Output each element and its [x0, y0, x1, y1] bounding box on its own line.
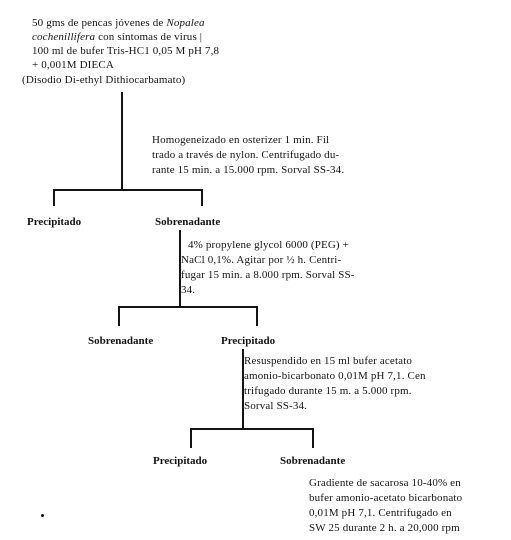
step3-line-3: trifugado durante 15 m. a 5.000 rpm. — [244, 385, 412, 397]
start-line-1b-species: Nopalea — [166, 17, 205, 29]
split1-right-drop — [201, 189, 203, 206]
split1-bar — [53, 189, 203, 191]
step1-line-2: trado a través de nylon. Centrifugado du- — [152, 149, 340, 161]
split3-left-drop — [190, 428, 192, 448]
step2-line-4: 34. — [181, 284, 196, 296]
start-line-2 — [32, 30, 202, 45]
split3-bar — [190, 428, 314, 430]
trunk-line-1 — [121, 92, 123, 190]
start-line-2b: con síntomas de virus | — [95, 31, 203, 43]
start-line-4: + 0,001M DIECA — [32, 59, 114, 71]
split2-right-label: Precipitado — [221, 335, 276, 347]
step2-line-2: NaCl 0,1%. Agitar por ½ h. Centri- — [181, 254, 342, 266]
step3-line-4: Sorval SS-34. — [244, 400, 308, 412]
split2-left-drop — [118, 306, 120, 326]
start-line-2a-species: cochenillifera — [32, 31, 96, 43]
split1-right-label: Sobrenadante — [155, 216, 221, 228]
step3-line-2: amonio-bicarbonato 0,01M pH 7,1. Cen — [244, 370, 426, 382]
split2-right-drop — [256, 306, 258, 326]
split2-bar — [118, 306, 258, 308]
step1-line-3: rante 15 min. a 15.000 rpm. Sorval SS-34. — [152, 164, 345, 176]
start-line-1a: 50 gms de pencas jóvenes de — [32, 17, 167, 29]
step2-line-3: fugar 15 min. a 8.000 rpm. Sorval SS- — [181, 269, 355, 281]
step4-line-4: SW 25 durante 2 h. a 20,000 rpm — [309, 522, 460, 534]
split1-left-label: Precipitado — [27, 216, 82, 228]
split3-right-drop — [312, 428, 314, 448]
start-line-5: (Disodio Di-ethyl Dithiocarbamato) — [22, 74, 186, 86]
split3-right-label: Sobrenadante — [280, 455, 346, 467]
step3-line-1: Resuspendido en 15 ml bufer acetato — [244, 355, 413, 367]
split3-left-label: Precipitado — [153, 455, 208, 467]
step2-line-1: 4% propylene glycol 6000 (PEG) + — [188, 239, 350, 251]
start-line-3: 100 ml de bufer Tris-HC1 0,05 M pH 7,8 — [32, 45, 220, 57]
step1-line-1: Homogeneizado en osterizer 1 min. Fil — [152, 134, 330, 146]
split1-left-drop — [53, 189, 55, 206]
split2-left-label: Sobrenadante — [88, 335, 154, 347]
step4-line-3: 0,01M pH 7,1. Centrifugado en — [309, 507, 452, 519]
start-line-1 — [32, 16, 205, 31]
step4-line-1: Gradiente de sacarosa 10-40% en — [309, 477, 461, 489]
scan-speck-dot — [41, 514, 44, 517]
step4-line-2: bufer amonio-acetato bicarbonato — [309, 492, 463, 504]
